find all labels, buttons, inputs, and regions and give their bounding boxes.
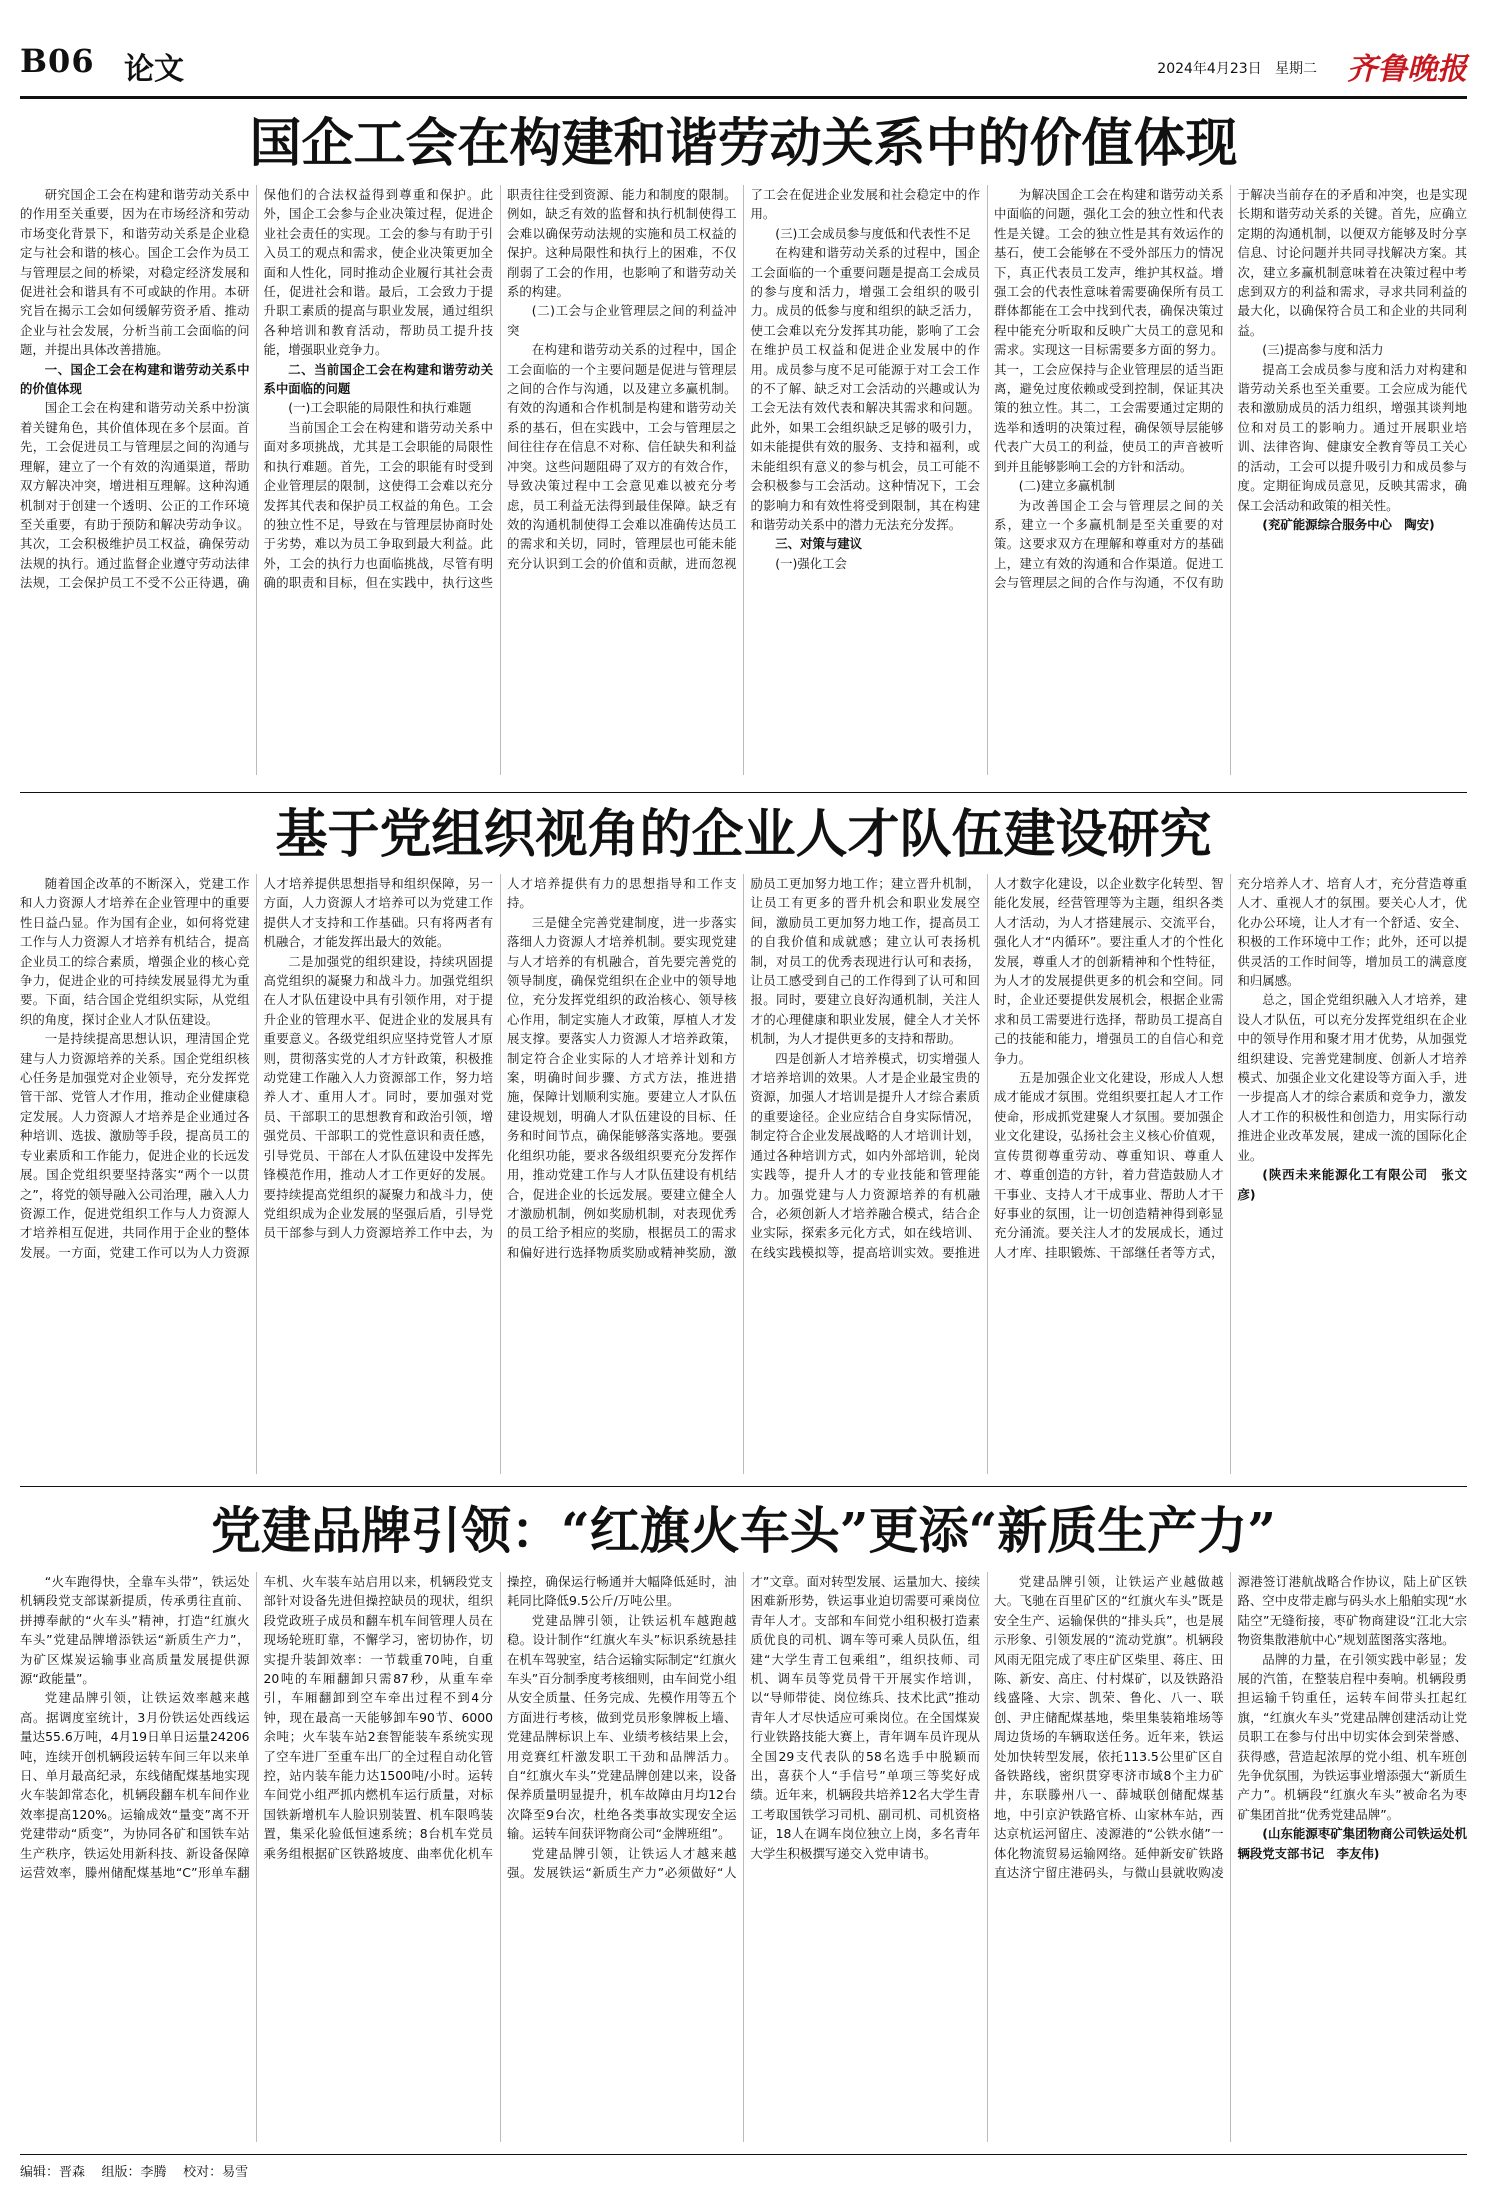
paragraph: 随着国企改革的不断深入，党建工作和人力资源人才培养在企业管理中的重要性日益凸显。作为国有企业，如何将党建工作与人力资源人才培养有机结合，提高企业员工的综合素质，增强企业的核心竞争力，促进企业的可持续发展显得尤为重要。下面，结合国企党组织实际，从党组织的角度，探讨企业人才队伍建设。: [20, 876, 250, 1027]
paragraph: 总之，国企党组织融入人才培养，建设人才队伍，可以充分发挥党组织在企业中的领导作用和聚才用才优势，从加强党组织建设、完善党建制度、创新人才培养模式、加强企业文化建设等方面入手，进一步提高人才的综合素质和竞争力，激发人才工作的积极性和创造力，用实际行动推进企业改革发展，建成一流的国际化企业。: [1237, 992, 1467, 1163]
footer-credits: [20, 2161, 248, 2180]
weekday: 星期二: [1275, 61, 1317, 77]
paragraph: 提高工会成员参与度和活力对构建和谐劳动关系也至关重要。工会应成为能代表和激励成员的活力组织，增强其谈判地位和对员工的影响力。通过开展职业培训、法律咨询、健康安全教育等员工关心的活动，工会可以提升吸引力和成员参与度。定期征询成员意见，反映其需求，确保工会活动和政策的相关性。: [1237, 361, 1467, 513]
paragraph: 研究国企工会在构建和谐劳动关系中的作用至关重要，因为在市场经济和劳动市场变化背景下，和谐劳动关系是企业稳定与社会和谐的核心。国企工会作为员工与管理层之间的桥梁，对稳定经济发展和促进社会和谐具有不可或缺的作用。本研究旨在揭示工会如何缓解劳资矛盾、推动企业与社会发展，分析当前工会面临的问题，并提出具体改善措施。: [20, 187, 250, 358]
article-title: 国企工会在构建和谐劳动关系中的价值体现: [249, 113, 1238, 174]
paragraph: (一)强化工会: [775, 555, 847, 571]
paragraph: 三是健全完善党建制度，进一步落实落细人力资源人才培养机制。要实现党建与人才培养的有机融合，首先要完善党的领导制度，确保党组织在企业中的领导地位，充分发挥党组织的政治核心、领导核心作用，制定实施人才政策，厚植人才发展支撑。要落实人力资源人才培养政策，制定符合企业实际的人才培养计划和方案，明确时间步骤、方式方法，推进措施，保障计划顺利实施。要建立人才队伍建设规划，明确人才队伍建设的目标、任务和时间节点，确保能够落实落地。要强化组织功能，要求各级组织要充分发挥作用，推动党建工作与人才队伍建设有机结合，促进企业的长远发展。要建立健全人才激励机制，例如奖励机制，对表现优秀的员工给予相应的奖励，根据员工的需求和偏好进行选择物质奖励或精神奖励，激励员工更加努力地工作；建立晋升机制，让员工有更多的晋升机会和职业发展空间，激励员工更加努力地工作，提高员工的自我价值和成就感；建立认可表扬机制，对员工的优秀表现进行认可和表扬，让员工感受到自己的工作得到了认可和回报。同时，要建立良好沟通机制，关注人才的心理健康和职业发展，健全人才关怀机制，为人才提供更多的支持和帮助。: [507, 876, 980, 1260]
paragraph: 为改善国企工会与管理层之间的关系，建立一个多赢机制是至关重要的对策。这要求双方在理解和尊重对方的基础上，建立有效的沟通和合作渠道。促进工会与管理层之间的合作与沟通，不仅有助于解决当前存在的矛盾和冲突，也是实现长期和谐劳动关系的关键。首先，应确立定期的沟通机制，以便双方能够及时分享信息、讨论问题并共同寻找解决方案。其次，建立多赢机制意味着在决策过程中考虑到双方的利益和需求，寻求共同利益的最大化，以确保符合员工和企业的共同利益。: [994, 187, 1467, 591]
byline: (山东能源枣矿集团物商公司铁运处机辆段党支部书记 李友伟): [1237, 1826, 1467, 1861]
layout-credit: 组版：李腾: [101, 2165, 167, 2180]
byline: (兖矿能源综合服务中心 陶安): [1262, 516, 1435, 532]
paragraph: 党建品牌引领，让铁运效率越来越高。据调度室统计，3月份铁运处西线运量达55.6万吨，4月19日单日运量24206吨，连续开创机辆段运转车间三年以来单日、单月最高纪录，东线储配煤基地实现火车装卸常态化，机辆段翻车机车间作业效率提高120%。运输成效“量变”离不开党建带动“质变”，为协同各矿和国铁车站生产秩序，铁运处用新科技、新设备保障运营效率，滕州储配煤基地“C”形单车翻车机、火车装车站启用以来，机辆段党支部针对设备先进但操控缺员的现状，组织段党政班子成员和翻车机车间管理人员在现场轮班盯靠，不懈学习，密切协作，切实提升装卸效率：一节载重70吨，自重20吨的车厢翻卸只需87秒，从重车牵引，车厢翻卸到空车牵出过程不到4分钟，现在最高一天能够卸车90节、6000余吨；火车装车站2套智能装车系统实现了空车进厂至重车出厂的全过程自动化管控，站内装车能力达1500吨/小时。运转车间党小组严抓内燃机车运行质量，对标国铁新增机车人脸识别装置、机车限鸣装置，集采化验低恒速系统；8台机车党员乘务组根据矿区铁路坡度、曲率优化机车操控，确保运行畅通并大幅降低延时，油耗同比降低9.5公斤/万吨公里。: [20, 1574, 737, 1881]
paragraph: 品牌的力量，在引领实践中彰显；发展的汽笛，在整装启程中奏响。机辆段勇担运输千钧重任，运转车间带头扛起红旗，“红旗火车头”党建品牌创建活动让党员职工在参与付出中切实体会到荣誉感、获得感，营造起浓厚的党小组、机车班创先争优氛围，为铁运事业增添强大“新质生产力”。机辆段“红旗火车头”被命名为枣矿集团首批“优秀党建品牌”。: [1237, 1651, 1467, 1822]
editor-credit: 编辑：晋森: [20, 2165, 86, 2180]
section-heading: 一、国企工会在构建和谐劳动关系中的价值体现: [20, 361, 250, 397]
paragraph: (三)提高参与度和活力: [1262, 342, 1384, 358]
article-body: [20, 874, 1467, 1474]
paragraph: 为解决国企工会在构建和谐劳动关系中面临的问题，强化工会的独立性和代表性是关键。工会的独立性是其有效运作的基石，使工会能够在不受外部压力的情况下，真正代表员工发声，维护其权益。增强工会的代表性意味着需要确保所有员工群体都能在工会中找到代表，确保决策过程中能充分听取和反映广大员工的意见和需求。实现这一目标需要多方面的努力。其一，工会应保持与企业管理层的适当距离，避免过度依赖或受到控制，保证其决策的独立性。其二，工会需要通过定期的选举和透明的决策过程，确保领导层能够代表广大员工的利益，使员工的声音被听到并且能够影响工会的方针和活动。: [994, 187, 1224, 474]
proofread-credit: 校对：易雪: [183, 2165, 249, 2180]
paragraph: 党建品牌引领，让铁运产业越做越大。飞驰在百里矿区的“红旗火车头”既是安全生产、运输保供的“排头兵”，也是展示形象、引领发展的“流动党旗”。机辆段风雨无阻完成了枣庄矿区柴里、蒋庄、田陈、新安、高庄、付村煤矿，以及铁路沿线盛隆、大宗、凯荣、鲁化、八一、联创、尹庄储配煤基地，柴里集装箱堆场等周边货场的车辆取送任务。近年来，铁运处加快转型发展，依托113.5公里矿区自备铁路线，密织贯穿枣济市域8个主力矿井，东联滕州八一、薛城联创储配煤基地，中引京沪铁路官桥、山家林车站，西达京杭运河留庄、凌源港的“公铁水储”一体化物流贸易运输网络。延伸新安矿铁路直达济宁留庄港码头，与微山县就收购凌源港签订港航战略合作协议，陆上矿区铁路、空中皮带走廊与码头水上船舶实现“水陆空”无缝衔接，枣矿物商建设“江北大宗物资集散港航中心”规划蓝图落实落地。: [994, 1574, 1467, 1881]
article-divider: [20, 792, 1467, 793]
byline: (陕西未来能源化工有限公司 张文彦): [1237, 1167, 1467, 1202]
paragraph: (一)工会职能的局限性和执行难题: [288, 400, 472, 416]
section-heading: 三、对策与建议: [775, 536, 863, 552]
paragraph: 在构建和谐劳动关系的过程中，国企工会面临的一个主要问题是促进与管理层之间的合作与沟通，以及建立多赢机制。有效的沟通和合作机制是构建和谐劳动关系的基石，但在实践中，工会与管理层之间往往存在信息不对称、信任缺失和利益冲突。这些问题阻碍了双方的有效合作，导致决策过程中工会意见难以被充分考虑，员工利益无法得到最佳保障。缺乏有效的沟通机制使得工会难以准确传达员工的需求和关切，同时，管理层也可能未能充分认识到工会的价值和贡献，进而忽视了工会在促进企业发展和社会稳定中的作用。: [507, 187, 980, 571]
paragraph: 党建品牌引领，让铁运机车越跑越稳。设计制作“红旗火车头”标识系统悬挂在机车驾驶室，结合运输实际制定“红旗火车头”百分制季度考核细则，由车间党小组从安全质量、任务完成、先模作用等五个方面进行考核，做到党员形象牌板上墙、党建品牌标识上车、业绩考核结果上会，用竞赛红杆激发职工干劲和品牌活力。自“红旗火车头”党建品牌创建以来，设备保养质量明显提升，机车故障由月均12台次降至9台次，杜绝各类事故实现安全运输。运转车间获评物商公司“金牌班组”。: [507, 1612, 737, 1842]
article-party-brand: [20, 1490, 1467, 2150]
paragraph: 五是加强企业文化建设，形成人人想成才能成才氛围。党组织要扛起人才工作使命，形成抓党建聚人才氛围。要加强企业文化建设，弘扬社会主义核心价值观，宣传贯彻尊重劳动、尊重知识、尊重人才、尊重创造的方针，着力营造鼓励人才干事业、支持人才干成事业、帮助人才干好事业的氛围，让一切创造精神得到彰显充分涌流。要关注人才的发展成长，通过人才库、挂职锻炼、干部继任者等方式，充分培养人才、培育人才，充分营造尊重人才、重视人才的氛围。要关心人才，优化办公环境，让人才有一个舒适、安全、积极的工作环境中工作；此外，还可以提供灵活的工作时间等，增加员工的满意度和归属感。: [994, 876, 1467, 1260]
article-talent-team: [20, 796, 1467, 1482]
section-name: 论文: [124, 52, 184, 87]
article-title: 基于党组织视角的企业人才队伍建设研究: [275, 804, 1212, 865]
article-body: [20, 1572, 1467, 2142]
paragraph: 在构建和谐劳动关系的过程中，国企工会面临的一个重要问题是提高工会成员的参与度和活力，增强工会组织的吸引力。成员的低参与度和组织的缺乏活力，使工会难以充分发挥其功能，影响了工会在维护员工权益和促进企业发展中的作用。成员参与度不足可能源于对工会工作的不了解、缺乏对工会活动的兴趣或认为工会无法有效代表和解决其需求和问题。此外，如果工会组织缺乏足够的吸引力，如未能提供有效的服务、支持和福利，或未能组织有意义的参与机会，员工可能不会积极参与工会活动。这种情况下，工会的影响力和有效性将受到限制，其在构建和谐劳动关系中的潜力无法充分发挥。: [750, 245, 980, 532]
page-number: B06: [20, 42, 95, 80]
article-title: 党建品牌引领：“红旗火车头”更添“新质生产力”: [210, 1501, 1277, 1560]
dateline: [1157, 58, 1317, 78]
paragraph: 二是加强党的组织建设，持续巩固提高党组织的凝聚力和战斗力。加强党组织在人才队伍建设中具有引领作用，对于提升企业的管理水平、促进企业的发展具有重要意义。各级党组织应坚持党管人才原则，贯彻落实党的人才方针政策，积极推动党建工作融入人力资源部工作，努力培养人才、重用人才。同时，要加强对党员、干部职工的思想教育和政治引领，增强党员、干部职工的党性意识和责任感，引导党员、干部在人才队伍建设中发挥先锋模范作用，推动人才工作更好的发展。要持续提高党组织的凝聚力和战斗力，使党组织成为企业发展的坚强后盾，引导党员干部参与到人力资源培养工作中去，为人才培养提供有力的思想指导和工作支持。: [263, 876, 737, 1241]
newspaper-logo: 齐鲁晚报: [1347, 52, 1467, 87]
paragraph: (二)工会与企业管理层之间的利益冲突: [507, 303, 737, 338]
paragraph: “火车跑得快，全靠车头带”，铁运处机辆段党支部谋新提质，传承勇往直前、拼搏奉献的“火车头”精神，打造“红旗火车头”党建品牌增添铁运“新质生产力”，为矿区煤炭运输事业高质量发展提供源源“政能量”。: [20, 1574, 250, 1687]
page-header: [20, 38, 1467, 94]
footer-rule: [20, 2154, 1467, 2155]
paragraph: 一是持续提高思想认识，理清国企党建与人力资源培养的关系。国企党组织核心任务是加强党对企业领导，充分发挥党管干部、党管人才作用，推动企业健康稳定发展。人力资源人才培养是企业通过各种培训、选拔、激励等手段，提高员工的专业素质和工作能力，促进企业的长远发展。国企党组织要坚持落实“两个一以贯之”，将党的领导融入公司治理，融入人力资源工作，促进党组织工作与人力资源人才培养相互促进，共同作用于企业的整体发展。一方面，党建工作可以为人力资源人才培养提供思想指导和组织保障，另一方面，人力资源人才培养可以为党建工作提供人才支持和工作基础。只有将两者有机融合，才能发挥出最大的效能。: [20, 876, 493, 1260]
header-rule: [20, 96, 1467, 99]
paragraph: 党建品牌引领，让铁运人才越来越强。发展铁运“新质生产力”必须做好“人才”文章。面对转型发展、运量加大、接续困难新形势，铁运事业迫切需要可乘岗位青年人才。支部和车间党小组积极打造素质优良的司机、调车等可乘人员队伍，组建“大学生青工包乘组”，组织技师、司机、调车员等党员骨干开展实作培训，以“导师带徒、岗位练兵、技术比武”推动青年人才尽快适应可乘岗位。在全国煤炭行业铁路技能大赛上，青年调车员许现从全国29支代表队的58名选手中脱颖而出，喜获个人“手信号”单项三等奖好成绩。近年来，机辆段共培养12名大学生青工考取国铁学习司机、副司机、司机资格证，18人在调车岗位独立上岗，多名青年大学生积极撰写递交入党申请书。: [507, 1574, 980, 1881]
paragraph: (二)建立多赢机制: [1018, 478, 1116, 494]
article-divider: [20, 1486, 1467, 1487]
article-body: [20, 185, 1467, 775]
date: 2024年4月23日: [1157, 61, 1262, 77]
article-trade-union: [20, 103, 1467, 788]
paragraph: 四是创新人才培养模式，切实增强人才培养培训的效果。人才是企业最宝贵的资源，加强人才培训是提升人才综合素质的重要途径。企业应结合自身实际情况，制定符合企业发展战略的人才培训计划，通过各种培训方式，如内外部培训，轮岗实践等，提升人才的专业技能和管理能力。加强党建与人力资源培养的有机融合，必须创新人才培养融合模式，结合企业实际，探索多元化方式，如在线培训、在线实践模拟等，提高培训实效。要推进人才数字化建设，以企业数字化转型、智能化发展，经营管理等为主题，组织各类人才活动，为人才搭建展示、交流平台，强化人才“内循环”。要注重人才的个性化发展，尊重人才的创新精神和个性特征，为人才的发展提供更多的机会和空间。同时，企业还要提供发展机会，根据企业需求和员工需要进行选择，帮助员工提高自己的技能和能力，增强员工的自信心和竞争力。: [750, 876, 1224, 1260]
paragraph: 当前国企工会在构建和谐劳动关系中面对多项挑战，尤其是工会职能的局限性和执行难题。首先，工会的职能有时受到企业管理层的限制，这使得工会难以充分发挥其代表和保护员工权益的角色。工会的独立性不足，导致在与管理层协商时处于劣势，难以为员工争取到最大利益。此外，工会的执行力也面临挑战，尽管有明确的职责和目标，但在实践中，执行这些职责往往受到资源、能力和制度的限制。例如，缺乏有效的监督和执行机制使得工会难以确保劳动法规的实施和员工权益的保护。这种局限性和执行上的困难，不仅削弱了工会的作用，也影响了和谐劳动关系的构建。: [263, 187, 737, 591]
paragraph: 国企工会在构建和谐劳动关系中扮演着关键角色，其价值体现在多个层面。首先，工会促进员工与管理层之间的沟通与理解，建立了一个有效的沟通渠道，帮助双方解决冲突，增进相互理解。这种沟通机制对于创建一个透明、公正的工作环境至关重要，有助于预防和解决劳动争议。其次，工会积极维护员工权益，确保劳动法规的执行。通过监督企业遵守劳动法律法规，工会保护员工不受不公正待遇，确保他们的合法权益得到尊重和保护。此外，国企工会参与企业决策过程，促进企业社会责任的实现。工会的参与有助于引入员工的观点和需求，使企业决策更加全面和人性化，同时推动企业履行其社会责任，促进社会和谐。最后，工会致力于提升职工素质的提高与职业发展，通过组织各种培训和教育活动，帮助员工提升技能，增强职业竞争力。: [20, 187, 493, 591]
paragraph: (三)工会成员参与度低和代表性不足: [775, 225, 971, 241]
section-heading: 二、当前国企工会在构建和谐劳动关系中面临的问题: [263, 361, 493, 397]
